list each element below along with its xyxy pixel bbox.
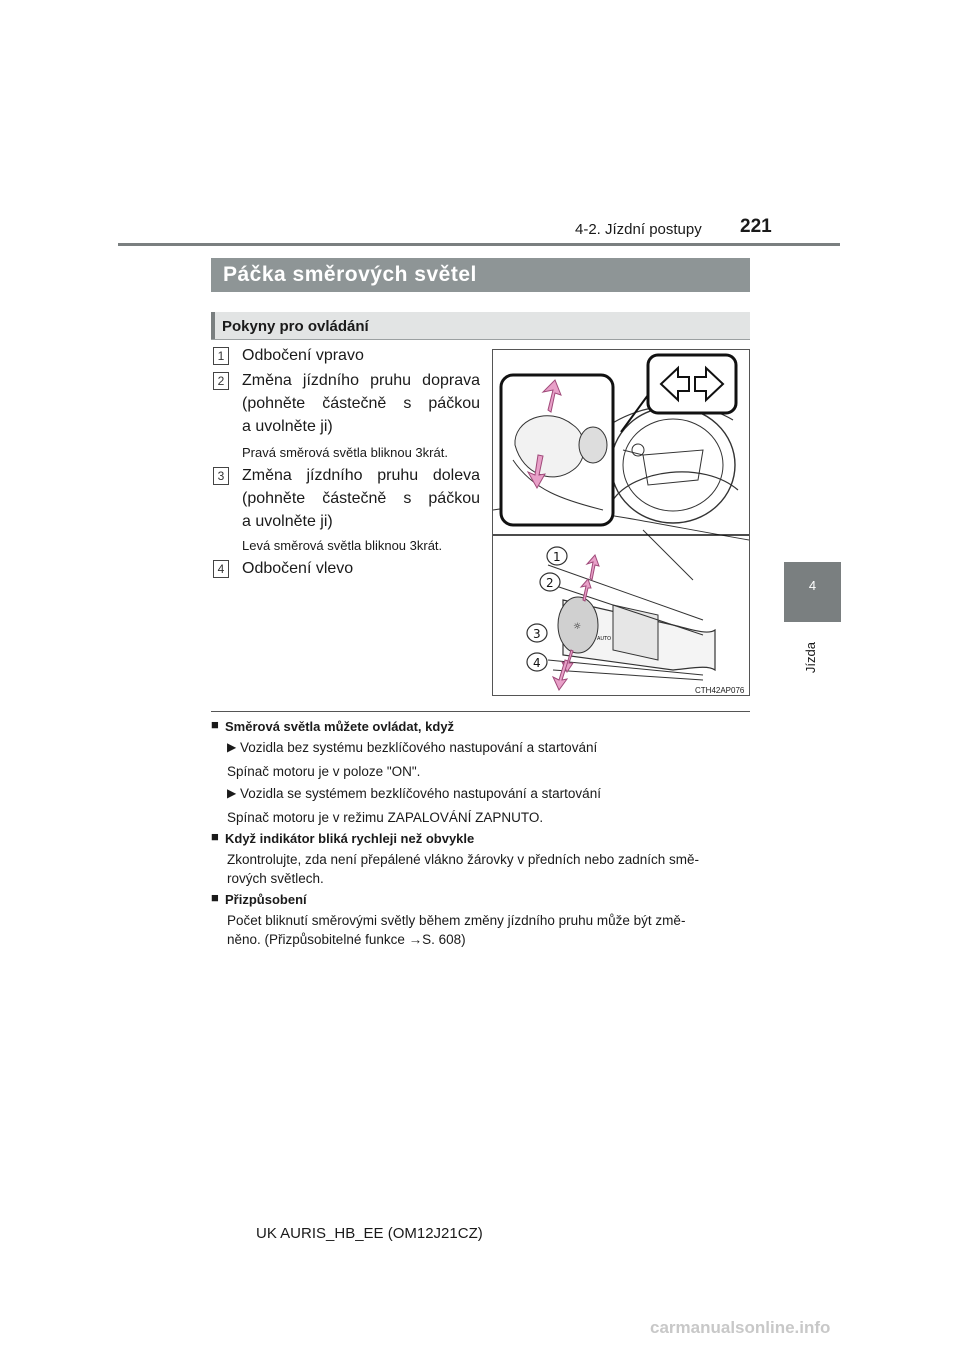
- section-rule: [211, 711, 750, 712]
- figure-code: CTH42AP076: [695, 686, 745, 695]
- note-heading: Přizpůsobení: [225, 892, 307, 907]
- item-number: 1: [213, 347, 229, 365]
- document-footer: UK AURIS_HB_EE (OM12J21CZ): [256, 1225, 483, 1242]
- turn-arrow-icon: [621, 355, 736, 432]
- subtitle-accent: [211, 312, 215, 340]
- header-rule: [118, 243, 840, 246]
- callout-4: [527, 653, 547, 671]
- callout-1: [547, 547, 567, 565]
- chapter-tab: 4: [784, 562, 841, 622]
- lever-detail-inset: [501, 375, 613, 525]
- note-text: Spínač motoru je v poloze "ON".: [227, 764, 421, 779]
- note-heading: Když indikátor bliká rychleji než obvykle: [225, 831, 475, 846]
- note-text: něno. (Přizpůsobitelné funkce →S. 608): [227, 932, 466, 947]
- page-number: 221: [740, 216, 772, 237]
- subtitle: Pokyny pro ovládání: [222, 318, 369, 335]
- item-text: Změna jízdního pruhu doleva: [242, 467, 480, 484]
- item-text: Odbočení vpravo: [242, 347, 364, 364]
- note-text: Počet bliknutí směrovými světly během změny jízdního pruhu může být změ-: [227, 913, 686, 928]
- note-square-icon: ■: [211, 829, 219, 844]
- item-text: a uvolněte ji): [242, 418, 333, 435]
- note-text: Vozidla bez systému bezklíčového nastupování a startování: [240, 740, 598, 755]
- svg-text:4: 4: [533, 656, 541, 670]
- auto-label: AUTO: [597, 636, 612, 642]
- bullet-triangle-icon: ▶: [227, 786, 237, 800]
- item-text: Změna jízdního pruhu doprava: [242, 372, 480, 389]
- note-heading: Směrová světla můžete ovládat, když: [225, 719, 455, 734]
- chapter-label: Jízda: [803, 642, 818, 674]
- svg-text:2: 2: [546, 576, 554, 590]
- item-number: 2: [213, 372, 229, 390]
- page-title: Páčka směrových světel: [211, 258, 750, 292]
- item-note: Pravá směrová světla bliknou 3krát.: [242, 445, 448, 460]
- item-text: Odbočení vlevo: [242, 560, 354, 577]
- item-number: 3: [213, 467, 229, 485]
- note-text: Vozidla se systémem bezklíčového nastupování a startování: [240, 786, 601, 801]
- note-text: Zkontrolujte, zda není přepálené vlákno žárovky v předních nebo zadních smě-: [227, 852, 700, 867]
- section-reference: 4-2. Jízdní postupy: [575, 221, 702, 238]
- item-text: (pohněte částečně s páčkou: [242, 490, 480, 507]
- callout-2: [540, 573, 560, 591]
- note-text: Spínač motoru je v režimu ZAPALOVÁNÍ ZAPNUTO.: [227, 810, 544, 825]
- svg-text:1: 1: [553, 550, 561, 564]
- note-square-icon: ■: [211, 717, 219, 732]
- figure-frame: [492, 349, 750, 696]
- lever-side-view: [548, 555, 715, 690]
- svg-text:3: 3: [533, 627, 541, 641]
- note-square-icon: ■: [211, 890, 219, 905]
- watermark: carmanualsonline.info: [650, 1318, 831, 1337]
- item-number: 4: [213, 560, 229, 578]
- item-text: (pohněte částečně s páčkou: [242, 395, 480, 412]
- bullet-triangle-icon: ▶: [227, 740, 237, 754]
- svg-text:☼: ☼: [573, 622, 582, 632]
- subtitle-rule: [211, 339, 750, 340]
- item-note: Levá směrová světla bliknou 3krát.: [242, 538, 443, 553]
- note-text: rových světlech.: [227, 871, 324, 886]
- callout-3: [527, 624, 547, 642]
- item-text: a uvolněte ji): [242, 513, 333, 530]
- turn-signal-illustration: [493, 350, 749, 695]
